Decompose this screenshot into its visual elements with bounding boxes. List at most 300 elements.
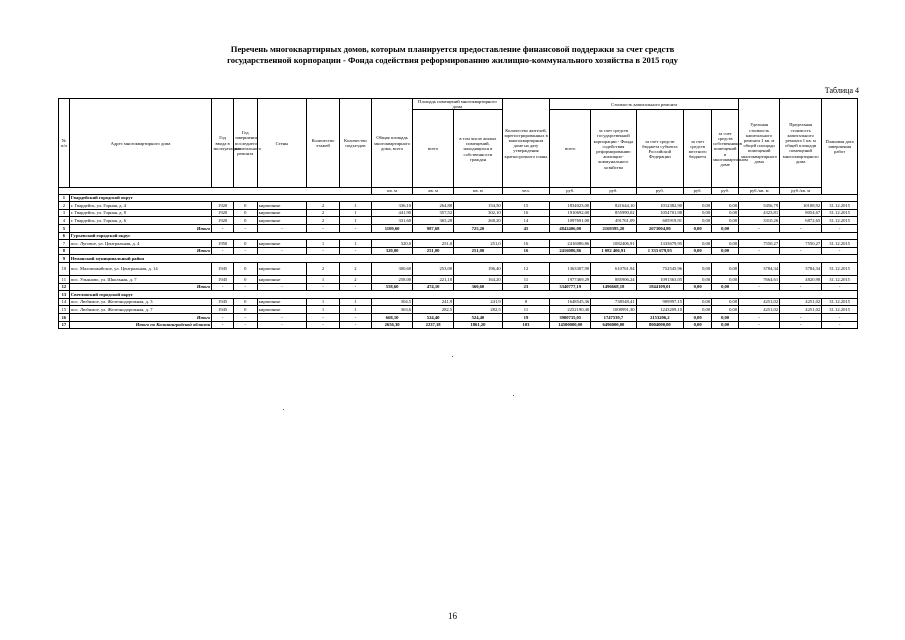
table-cell: - [233,224,257,232]
table-cell: 0,00 [712,217,739,225]
table-cell: - [233,313,257,321]
col-cost-fund: за счет средств государственной корпорации - Фонда содействия реформированию жилищно-коммунального хозяйства [591,110,636,188]
table-cell: 1 [339,217,371,225]
table-cell: - [233,321,257,329]
table-cell: 15 [502,202,550,210]
table-cell: 1363307,90 [550,262,591,275]
table-cell: - [339,247,371,255]
table-cell: 1109,60 [372,224,413,232]
subtotal-row [59,224,858,232]
table-cell: 987,68 [413,224,454,232]
address-cell: пос. Любимое, ул. Железнодорожная, д. 7 [69,306,212,314]
table-row [59,209,858,217]
address-cell: Итого [69,313,212,321]
table-cell: 31.12.2015 [822,209,858,217]
table-cell: 1920 [212,209,234,217]
table-row [59,217,858,225]
address-cell: г. Гвардейск, ул. Горная, д. 8 [69,209,212,217]
table-cell: 241,9 [454,298,503,306]
table-cell: 0,00 [712,275,739,283]
table-cell: 14 [59,298,70,306]
table-cell: 1 [307,240,339,248]
address-cell: Итого [69,224,212,232]
houses-table [58,98,858,329]
table-cell: 268,20 [454,217,503,225]
title-line-1: Перечень многоквартирных домов, которым планируется предоставление финансовой поддержки за счет средств [230,44,675,54]
unit-cell: руб. [636,188,684,194]
table-cell: 524,40 [454,313,503,321]
table-cell: 0 [233,209,257,217]
table-cell: 3310,26 [739,217,780,225]
col-cost-owners: за счет средств собственников помещений в многоквартирном доме [712,110,739,188]
table-cell: 0,00 [712,298,739,306]
table-cell: 331,60 [372,217,413,225]
table-cell: 1 [339,240,371,248]
table-cell: - [739,224,780,232]
table-cell: - [212,321,234,329]
unit-cell: кв. м [454,188,503,194]
table-cell: 2656,30 [372,321,413,329]
table-cell: 4323,81 [739,209,780,217]
table-cell: 19 [502,313,550,321]
table-cell: 31.12.2015 [822,306,858,314]
table-cell: 5456,79 [739,202,780,210]
table-cell: 45 [502,224,550,232]
table-cell: 360,60 [454,283,503,291]
table-cell: 3784,34 [780,262,822,275]
table-cell: 1 [339,306,371,314]
table-cell: 4251,02 [739,306,780,314]
table-cell: кирпичные [257,240,307,248]
table-cell: 16 [59,313,70,321]
table-cell: - [257,247,307,255]
scan-speck [513,395,514,396]
section-row [59,194,858,202]
table-cell: 336,10 [372,202,413,210]
table-cell: - [339,313,371,321]
table-cell: 23 [502,283,550,291]
table-cell: 0,00 [684,298,712,306]
table-cell: 3340777,19 [550,283,591,291]
address-cell: Итого [69,247,212,255]
table-cell: 10 [59,262,70,275]
table-cell: 1 [307,306,339,314]
col-cost-local: за счет средств местного бюджета [684,110,712,188]
table-cell: 725,20 [454,224,503,232]
table-cell: 1861,20 [454,321,503,329]
col-walls: Стены [257,99,307,188]
row-number: 1 [59,194,70,202]
table-cell: 154,50 [454,202,503,210]
table-cell: - [739,313,780,321]
table-cell: 0 [233,217,257,225]
table-cell: 7 [59,240,70,248]
table-cell: 524,40 [413,313,454,321]
col-limit-cost: Предельная стоимость капитального ремонта 1 кв. м общей площади помещений многоквартирного дома [780,99,822,188]
table-cell: 221,10 [413,275,454,283]
col-no: № п/п [59,99,70,188]
table-cell: 752545,96 [636,262,684,275]
table-cell: - [257,313,307,321]
col-entrances: Количество подъездов [339,99,371,188]
subtotal-row [59,247,858,255]
table-cell: 8 [59,247,70,255]
table-cell: 909997,15 [636,298,684,306]
table-cell: 1747539,7 [591,313,636,321]
col-area-group: Площадь помещений многоквартирного дома [413,99,503,110]
table-cell: 2673004,80 [636,224,684,232]
table-cell: 251,00 [454,247,503,255]
table-cell: кирпичные [257,275,307,283]
col-unit-cost: Удельная стоимость капитального ремонта 1 кв. м общей площади помещений многоквартирного дома [739,99,780,188]
table-row [59,240,858,248]
table-cell: - [307,224,339,232]
table-cell: 605919,91 [636,217,684,225]
table-cell: 320,00 [372,247,413,255]
table-cell: 855990,02 [591,209,636,217]
table-cell: 0 [233,240,257,248]
table-cell: 3 [59,209,70,217]
table-cell: кирпичные [257,209,307,217]
row-number: 9 [59,255,70,263]
section-name: Гвардейский городской округ [69,194,857,202]
table-cell: 31.12.2015 [822,202,858,210]
table-cell: 304,5 [372,298,413,306]
table-cell: 1 [339,202,371,210]
col-area-total: всего [413,110,454,188]
col-year-repair: Год завершения последнего капитального ремонта [233,99,257,188]
grand-total-row [59,321,858,329]
table-cell: 300,60 [372,262,413,275]
table-cell: 7550,27 [739,240,780,248]
table-cell: 2416086,86 [550,247,591,255]
table-cell: 14500000,00 [550,321,591,329]
table-cell: 1012382,90 [636,202,684,210]
table-cell: 1648545,36 [550,298,591,306]
table-cell: 1243209,10 [636,306,684,314]
table-cell: 474,10 [413,283,454,291]
table-cell: 11 [502,275,550,283]
table-cell: - [822,247,858,255]
unit-cell: кв. м [372,188,413,194]
table-cell: - [212,247,234,255]
table-cell: - [780,247,822,255]
table-cell: 821644,10 [591,202,636,210]
table-cell: 2237,18 [413,321,454,329]
document-title [0,44,905,66]
table-cell: - [780,321,822,329]
table-cell: 3900735,05 [550,313,591,321]
address-cell: пос. Любимое, ул. Железнодорожная, д. 3 [69,298,212,306]
table-cell: - [780,283,822,291]
table-cell: 1945 [212,262,234,275]
table-cell: 16 [502,247,550,255]
table-cell: 7550,27 [780,240,822,248]
table-cell: 0,00 [712,224,739,232]
table-cell: 6496000,00 [591,321,636,329]
address-cell: пос. Маломожайское, ул. Центральная, д. 14 [69,262,212,275]
table-cell: 610761,94 [591,262,636,275]
table-cell: 31.12.2015 [822,298,858,306]
table-cell: - [822,224,858,232]
table-cell: 0,00 [684,240,712,248]
table-cell: - [307,283,339,291]
table-row [59,306,858,314]
table-cell: 6872,65 [780,217,822,225]
table-cell: 0,00 [684,306,712,314]
table-cell: - [257,224,307,232]
table-cell: 1977469,29 [550,275,591,283]
table-cell: 3784,34 [739,262,780,275]
table-cell: 8 [502,298,550,306]
section-name: Неманский муниципальный район [69,255,857,263]
table-cell: 1054701,98 [636,209,684,217]
table-cell: 0 [233,298,257,306]
table-cell: 320,0 [372,240,413,248]
table-cell: 0,00 [712,306,739,314]
table-cell: - [233,283,257,291]
table-cell: 0,00 [712,202,739,210]
table-cell: кирпичные [257,262,307,275]
table-cell: 2416086,86 [550,240,591,248]
scan-speck [452,356,453,357]
table-cell: - [822,313,858,321]
table-cell: 17 [59,321,70,329]
section-row [59,255,858,263]
table-cell: 302,10 [454,209,503,217]
unit-cell: руб. [684,188,712,194]
table-cell: 251,00 [413,247,454,255]
unit-cell: чел. [502,188,550,194]
table-cell: 0,00 [712,262,739,275]
table-cell: 253,00 [413,262,454,275]
unit-cell: руб./кв. м [780,188,822,194]
table-cell: 1091563,05 [636,275,684,283]
table-cell: 0,00 [712,313,739,321]
address-cell: пос. Ульяново, ул. Школьная, д. 7 [69,275,212,283]
table-cell: 103 [502,321,550,329]
table-cell: - [339,283,371,291]
table-cell: 0 [233,306,257,314]
table-cell: - [257,283,307,291]
table-cell: 1834023,00 [550,202,591,210]
row-number: 13 [59,291,70,299]
unit-cell: руб. [712,188,739,194]
table-number: Таблица 4 [824,86,859,95]
table-cell: 282,5 [413,306,454,314]
table-cell: 164,20 [454,275,503,283]
table-cell: 885906,24 [591,275,636,283]
table-cell: - [339,321,371,329]
address-cell: г. Гвардейск, ул. Горная, д. 6 [69,217,212,225]
table-cell: 0,00 [684,262,712,275]
table-cell: 2 [307,262,339,275]
address-cell: пос. Луговое, ул. Центральная, д. 4 [69,240,212,248]
table-cell: 251,0 [454,240,503,248]
table-cell: - [212,313,234,321]
table-cell: - [257,321,307,329]
table-cell: 1333679,95 [636,240,684,248]
table-row [59,202,858,210]
table-cell: 7664,61 [739,275,780,283]
table-cell: кирпичные [257,202,307,210]
table-cell: 8054,67 [780,209,822,217]
table-cell: 0,00 [684,283,712,291]
col-cost-region: за счет средств бюджета субъекта Российской Федерации [636,110,684,188]
table-cell: 1 [307,298,339,306]
table-cell: 0,00 [684,224,712,232]
table-cell: 16 [502,240,550,248]
address-cell: Итого по Калининградской области [69,321,212,329]
table-cell: 2 [307,217,339,225]
section-name: Гурьевский городской округ [69,232,857,240]
table-cell: 1945 [212,275,234,283]
table-cell: 4842406,00 [550,224,591,232]
table-cell: кирпичные [257,217,307,225]
table-cell: 4820,98 [780,275,822,283]
table-cell: 1844109,01 [636,283,684,291]
table-cell: 4251,02 [739,298,780,306]
table-cell: 258,00 [372,275,413,283]
table-cell: 12 [59,283,70,291]
table-cell: 0,00 [712,247,739,255]
table-cell: 0 [233,262,257,275]
table-cell: 16 [502,209,550,217]
table-cell: 0,00 [712,283,739,291]
table-cell: 491761,09 [591,217,636,225]
table-cell: - [780,224,822,232]
address-cell: г. Гвардейск, ул. Горная, д. 4 [69,202,212,210]
table-cell: 365,28 [413,217,454,225]
table-cell: 0,00 [712,209,739,217]
col-deadline: Плановая дата завершения работ [822,99,858,195]
table-cell: 0,00 [684,313,712,321]
table-cell: кирпичные [257,298,307,306]
table-cell: 264,88 [413,202,454,210]
unit-cell: руб./кв. м [739,188,780,194]
table-cell: 0,00 [684,202,712,210]
table-cell: 1 [339,209,371,217]
table-cell: 0,00 [684,217,712,225]
table-cell: 251,0 [413,240,454,248]
table-cell: 668,10 [372,313,413,321]
table-cell: 31.12.2015 [822,262,858,275]
table-cell: - [212,224,234,232]
col-area-municipal: в том числе жилых помещений, находящихся в собственности граждан [454,110,503,188]
table-cell: 1945 [212,298,234,306]
section-row [59,291,858,299]
scan-speck [283,409,284,410]
table-row [59,275,858,283]
table-cell: - [307,313,339,321]
table-cell: 357,52 [413,209,454,217]
unit-cell: кв. м [413,188,454,194]
table-body [59,194,858,329]
table-cell: 4251,02 [780,298,822,306]
table-cell: 4251,02 [780,306,822,314]
table-cell: - [212,283,234,291]
table-cell: кирпичные [257,306,307,314]
table-cell: - [307,247,339,255]
table-cell: 11 [59,275,70,283]
table-cell: 4 [59,217,70,225]
table-cell: 1082406,91 [591,240,636,248]
table-cell: 1 082 406,91 [591,247,636,255]
table-cell: - [307,321,339,329]
table-cell: 1 [307,275,339,283]
table-cell: 0,00 [712,240,739,248]
table-cell: 1008991,30 [591,306,636,314]
table-cell: 0,00 [712,321,739,329]
table-cell: 0,00 [684,275,712,283]
table-cell: 0,00 [684,247,712,255]
table-cell: 5 [59,224,70,232]
unit-cell: руб. [550,188,591,194]
table-cell: 0,00 [684,321,712,329]
table-cell: 1097691,00 [550,217,591,225]
table-cell: - [233,247,257,255]
table-cell: 241,9 [413,298,454,306]
table-cell: 2252190,40 [550,306,591,314]
table-cell: 2 [307,202,339,210]
table-cell: 1 [339,298,371,306]
header-row-1 [59,99,858,110]
table-cell: 1910692,00 [550,209,591,217]
table-cell: 2169395,20 [591,224,636,232]
subtotal-row [59,283,858,291]
title-line-2: государственной корпорации - Фонда содействия реформированию жилищно-коммунального хозяйства в 2015 году [227,55,678,65]
table-cell: - [739,283,780,291]
table-cell: - [339,224,371,232]
table-cell: 0 [233,202,257,210]
table-cell: 363,6 [372,306,413,314]
table-cell: 282,5 [454,306,503,314]
table-cell: 1920 [212,217,234,225]
table-cell: 558,60 [372,283,413,291]
table-cell: 15 [59,306,70,314]
col-floors: Количество этажей [307,99,339,188]
unit-cell: руб. [591,188,636,194]
page-number: 16 [448,611,457,621]
table-cell: - [780,313,822,321]
table-cell: - [822,321,858,329]
table-cell: 31.12.2015 [822,275,858,283]
table-row [59,262,858,275]
table-cell: - [739,321,780,329]
section-row [59,232,858,240]
table-cell: 441,90 [372,209,413,217]
col-address: Адрес многоквартирного дома [69,99,212,188]
table-cell: 10108,92 [780,202,822,210]
table-cell: 196,40 [454,262,503,275]
subtotal-row [59,313,858,321]
table-cell: 0 [233,275,257,283]
table-cell: 31.12.2015 [822,217,858,225]
table-cell: 2 [339,275,371,283]
table-cell: 1 333 679,95 [636,247,684,255]
section-name: Светловский городской округ [69,291,857,299]
table-cell: 1945 [212,306,234,314]
table-cell: 11 [502,306,550,314]
col-year-built: Год ввода в эксплуатацию [212,99,234,188]
table-cell: 8004000,00 [636,321,684,329]
col-cost-total: всего [550,110,591,188]
address-cell: Итого [69,283,212,291]
table-cell: 14 [502,217,550,225]
table-cell: 738548,41 [591,298,636,306]
table-cell: 1496668,18 [591,283,636,291]
table-cell: 2 [307,209,339,217]
